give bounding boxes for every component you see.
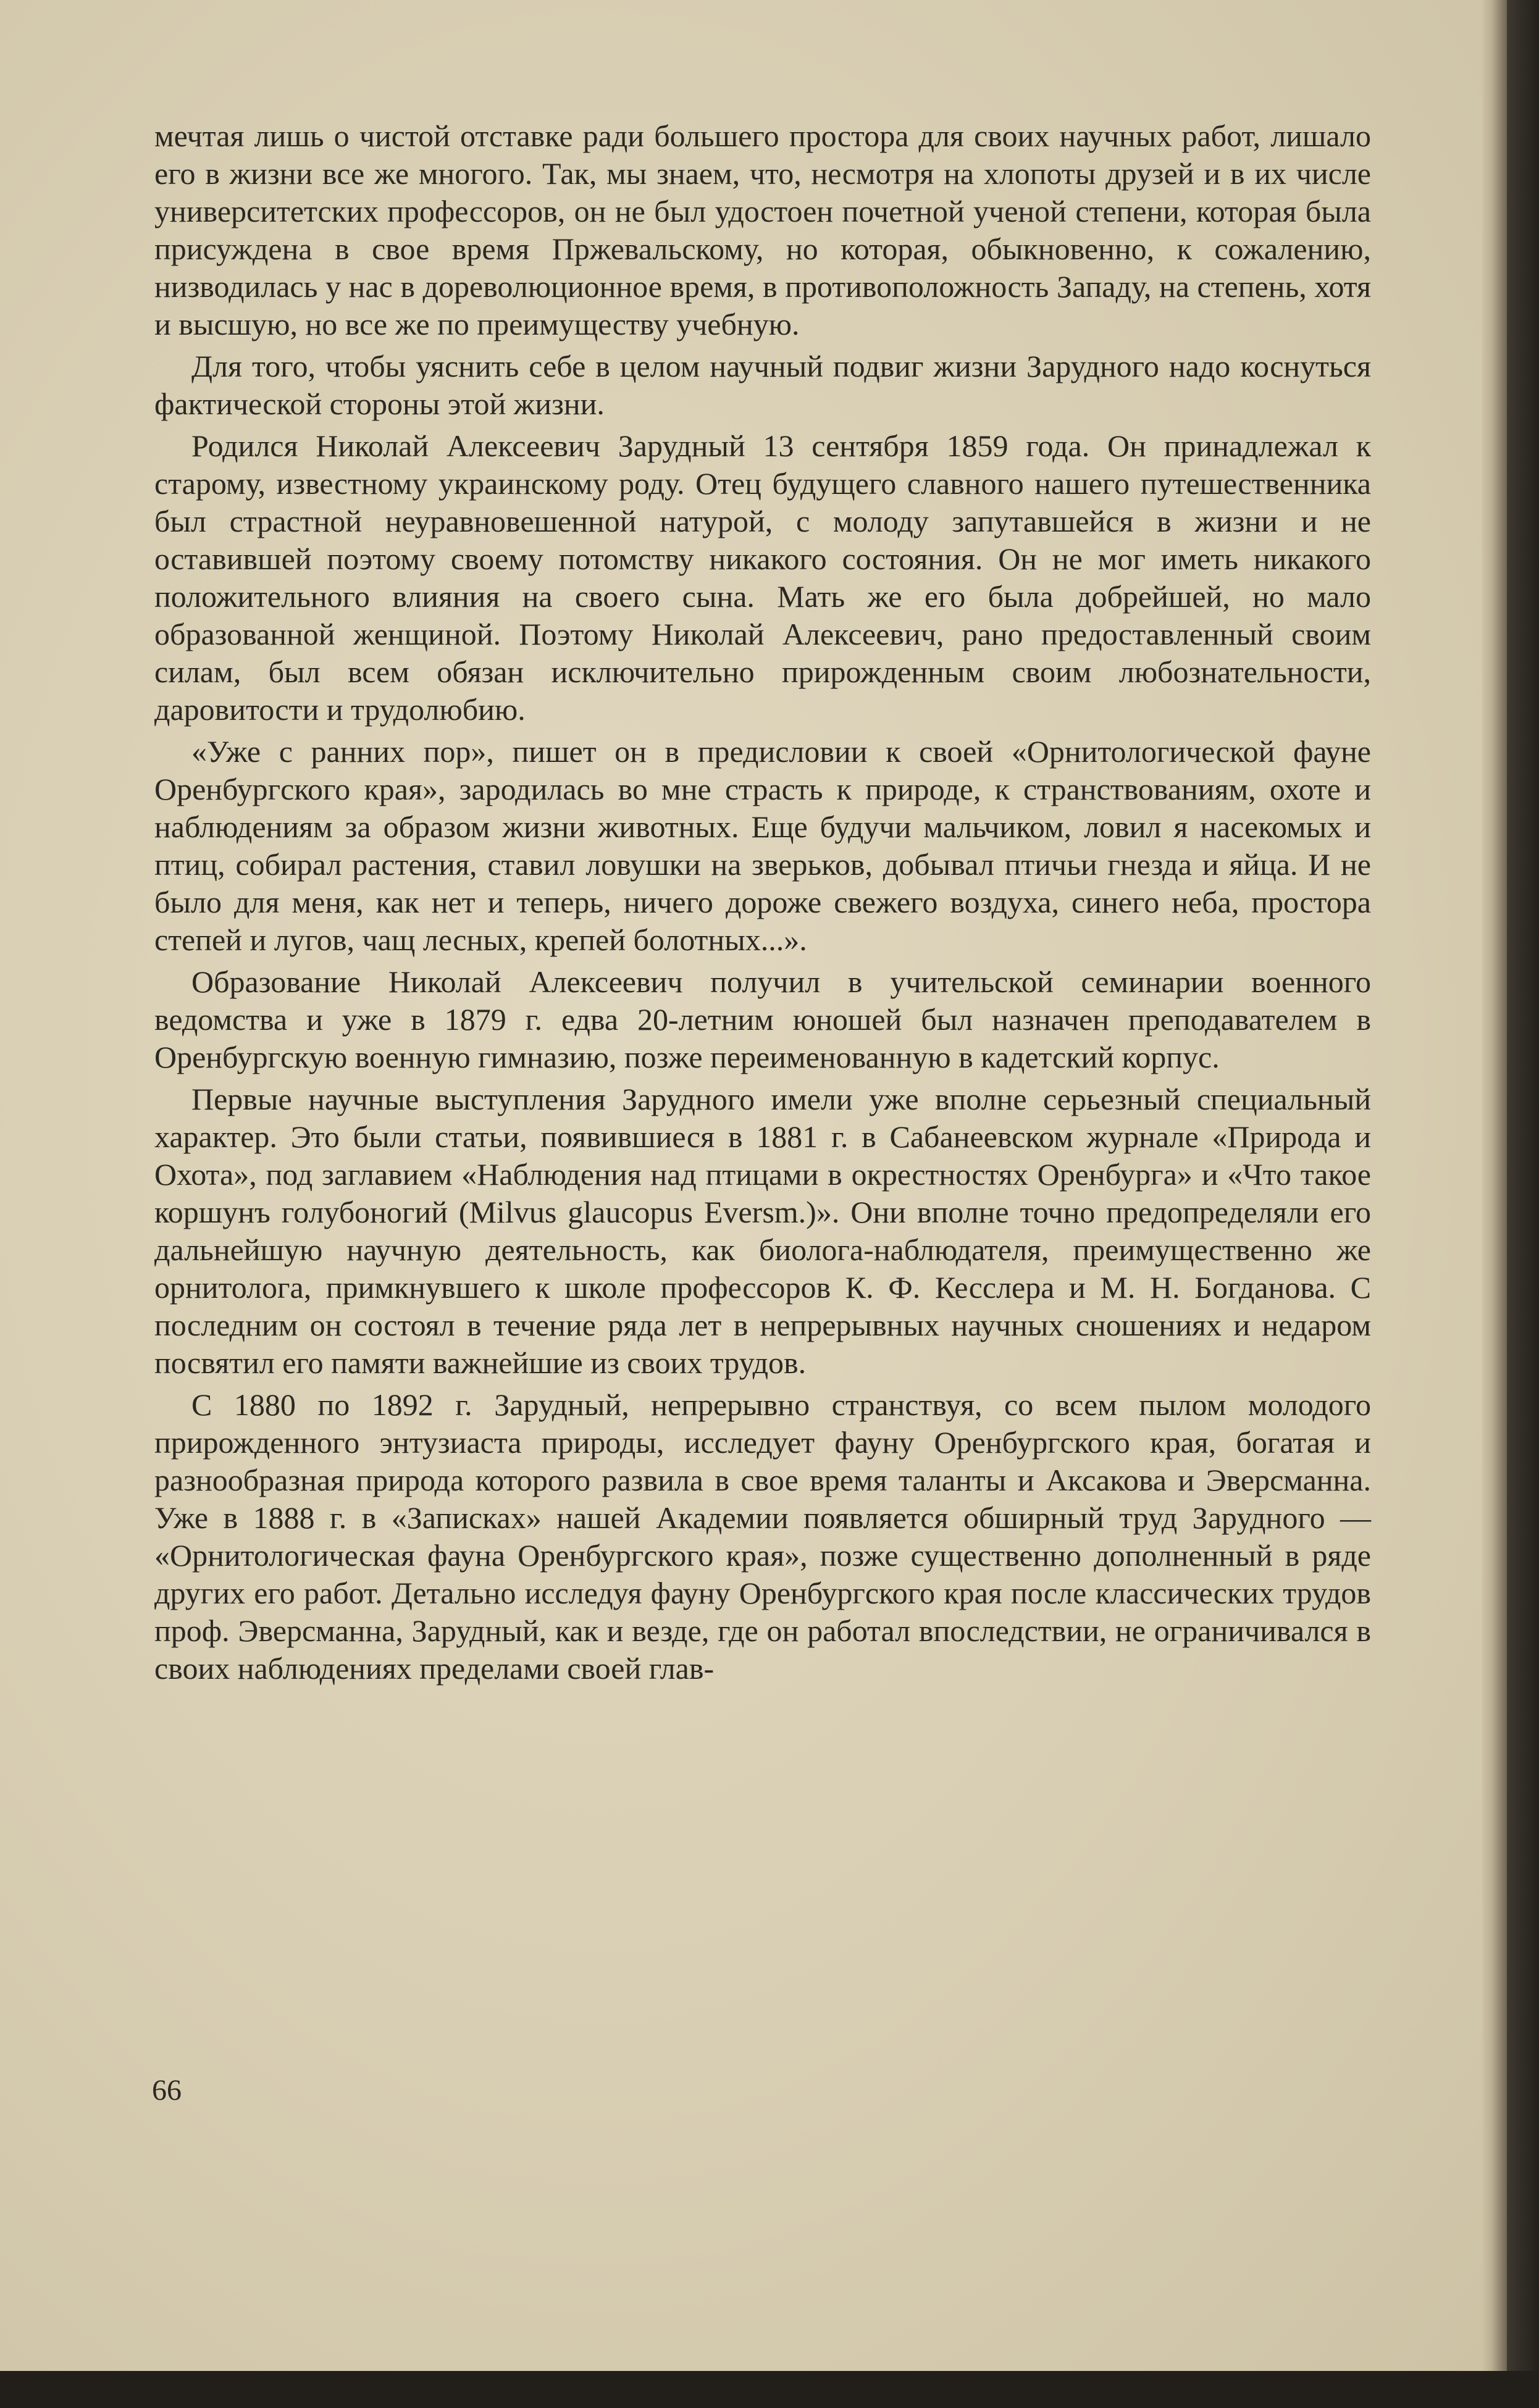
paragraph-5: Образование Николай Алексеевич получил в учительской семинарии военного ведомства и уже в 1879 г. едва 20-летним юношей был назначен преподавателем в Оренбургскую военную гимназию, позже переименованную в кадетский корпус.	[154, 964, 1371, 1074]
paragraph-6: Первые научные выступления Зарудного имели уже вполне серьезный специальный характер. Это были статьи, появившиеся в 1881 г. в Сабанеевском журнале «Природа и Охота», под заглавием «Наблюдения над птицами в окрестностях Оренбурга» и «Что такое коршунъ голубоногий (Milvus glaucopus Eversm.)». Они вполне точно предопределяли его дальнейшую научную деятельность, как биолога-наблюдателя, преимущественно же орнитолога, примкнувшего к школе профессоров К. Ф. Кесслера и М. Н. Богданова. С последним он состоял в течение ряда лет в непрерывных научных сношениях и недаром посвятил его памяти важнейшие из своих трудов.	[154, 1082, 1371, 1380]
paragraph-7: С 1880 по 1892 г. Зарудный, непрерывно странствуя, со всем пылом молодого прирожденного энтузиаста природы, исследует фауну Оренбургского края, богатая и разнообразная природа которого развила в свое время таланты и Аксакова и Эверсманна. Уже в 1888 г. в «Записках» нашей Академии появляется обширный труд Зарудного — «Орнитологическая фауна Оренбургского края», позже существенно дополненный в ряде других его работ. Детально исследуя фауну Оренбургского края после классических трудов проф. Эверсманна, Зарудный, как и везде, где он работал впоследствии, не ограничивался в своих наблюдениях пределами своей глав-	[154, 1387, 1371, 1686]
paragraph-3: Родился Николай Алексеевич Зарудный 13 сентября 1859 года. Он принадлежал к старому, известному украинскому роду. Отец будущего славного нашего путешественника был страстной неуравновешенной натурой, с молоду запутавшейся в жизни и не оставившей поэтому своему потомству никакого состояния. Он не мог иметь никакого положительного влияния на своего сына. Мать же его была добрейшей, но мало образованной женщиной. Поэтому Николай Алексеевич, рано предоставленный своим силам, был всем обязан исключительно прирожденным своим любознательности, даровитости и трудолюбию.	[154, 429, 1371, 727]
paragraph-2: Для того, чтобы уяснить себе в целом научный подвиг жизни Зарудного надо коснуться фактической стороны этой жизни.	[154, 349, 1371, 421]
body-text	[154, 117, 1371, 1687]
paragraph-1: мечтая лишь о чистой отставке ради большего простора для своих научных работ, лишало его в жизни все же многого. Так, мы знаем, что, несмотря на хлопоты друзей и в их числе университетских профессоров, он не был удостоен почетной ученой степени, которая была присуждена в свое время Пржевальскому, но которая, обыкновенно, к сожалению, низводилась у нас в дореволюционное время, в противоположность Западу, на степень, хотя и высшую, но все же по преимуществу учебную.	[154, 119, 1371, 341]
page-number: 66	[152, 2074, 182, 2107]
page-gutter-shadow	[1482, 0, 1507, 2371]
book-spine-edge	[1507, 0, 1539, 2408]
scan-bottom-edge	[0, 2371, 1539, 2408]
paragraph-4: «Уже с ранних пор», пишет он в предисловии к своей «Орнитологической фауне Оренбургского края», зародилась во мне страсть к природе, к странствованиям, охоте и наблюдениям за образом жизни животных. Еще будучи мальчиком, ловил я насекомых и птиц, собирал растения, ставил ловушки на зверьков, добывал птичьи гнезда и яйца. И не было для меня, как нет и теперь, ничего дороже свежего воздуха, синего неба, простора степей и лугов, чащ лесных, крепей болотных...».	[154, 734, 1371, 957]
